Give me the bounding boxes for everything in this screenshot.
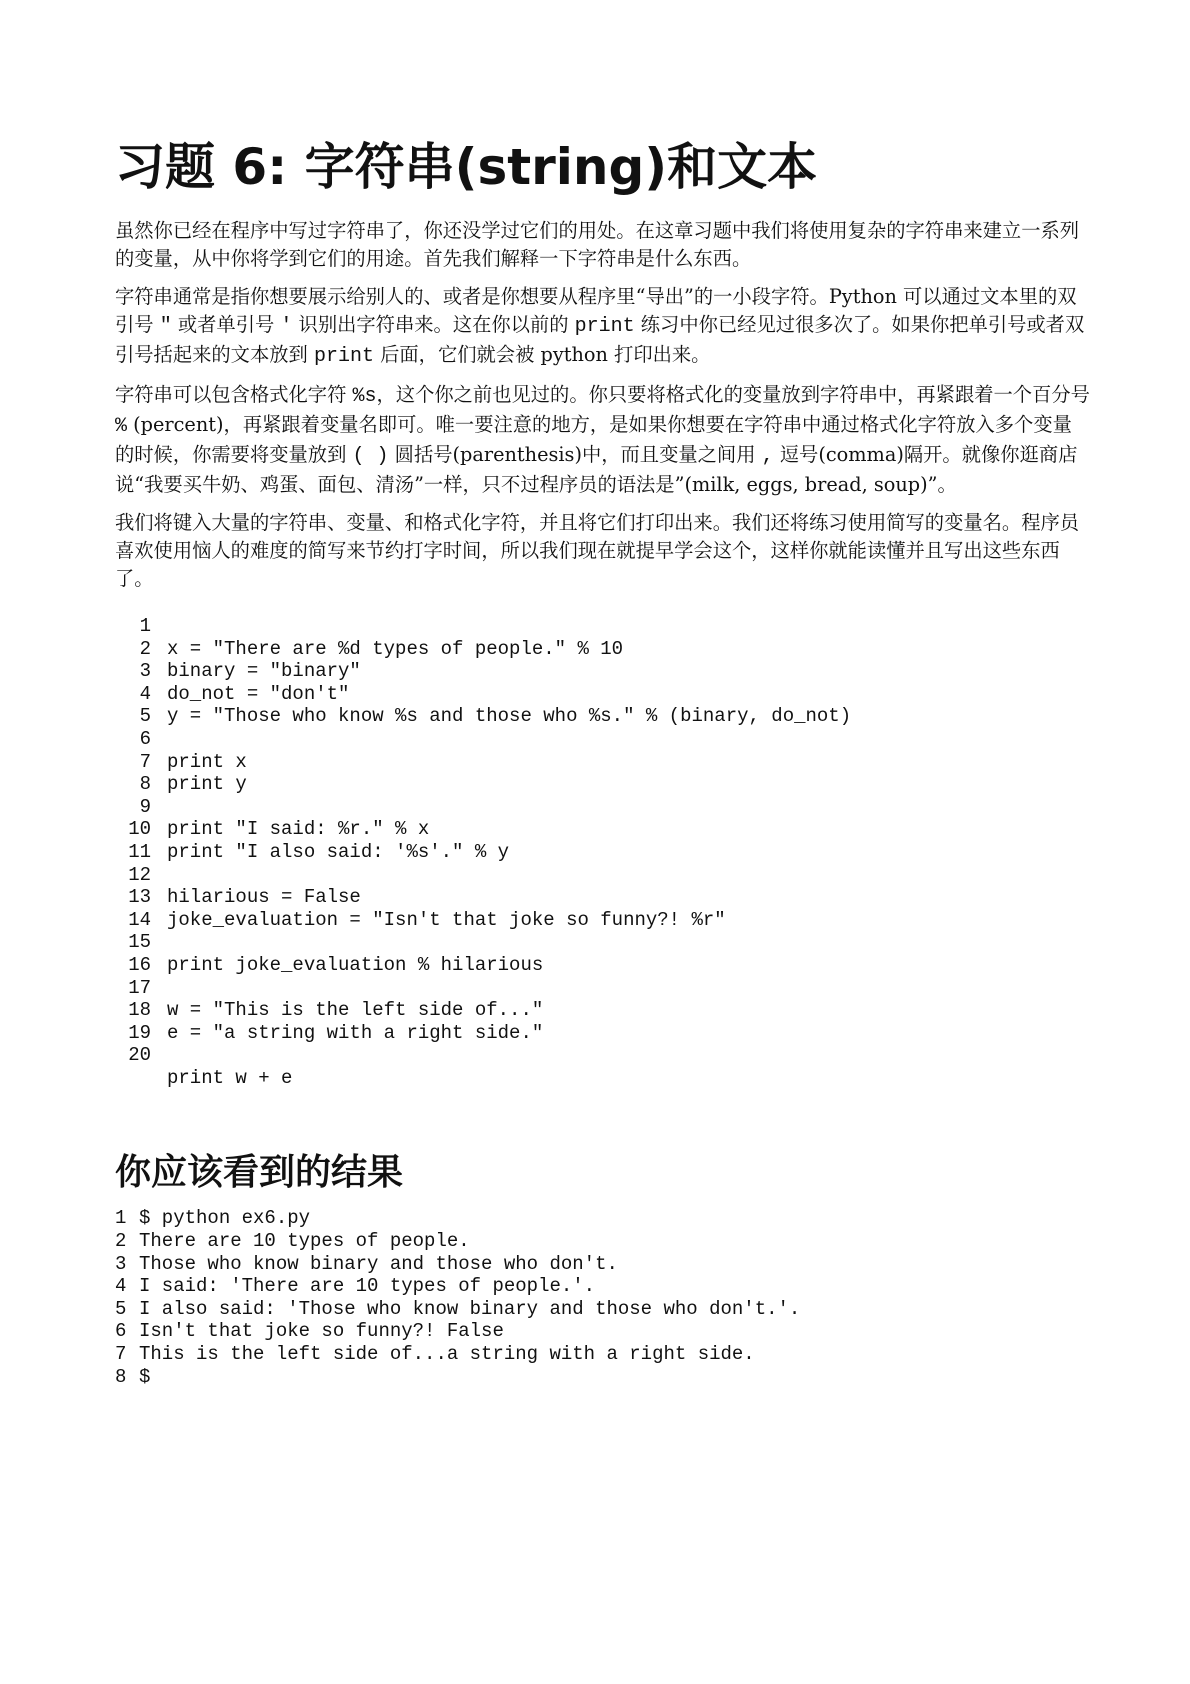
line-number: 2 — [139, 637, 151, 660]
line-number: 4 — [139, 682, 151, 705]
line-text: y = "Those who know %s and those who %s." % (binary, do_not) — [167, 705, 852, 728]
line-text: Those who know binary and those who don't. — [139, 1252, 618, 1275]
line-text: Isn't that joke so funny?! False — [139, 1320, 504, 1343]
line-text: $ — [139, 1365, 151, 1388]
code-line — [115, 1067, 1090, 1090]
code-line — [115, 931, 1090, 954]
string-definition-paragraph: 字符串通常是指你想要展示给别人的、或者是你想要从程序里“导出”的一小段字符。Python 可以通过文本里的双引号 " 或者单引号 ' 识别出字符串来。这在你以前的 print 练习中你已经见过很多次了。如果你把单引号或者双引号括起来的文本放到 print 后面，它们就会被 python 打印出来。 — [115, 285, 1085, 368]
code-line — [115, 660, 1090, 683]
code-line — [115, 886, 1090, 909]
parens-code: ( ) — [352, 445, 389, 468]
intro-paragraph: 虽然你已经在程序中写过字符串了，你还没学过它们的用处。在这章习题中我们将使用复杂的字符串来建立一系列的变量，从中你将学到它们的用途。首先我们解释一下字符串是什么东西。 — [115, 219, 1080, 270]
code-line — [115, 728, 1090, 751]
line-text: print w + e — [167, 1066, 293, 1089]
output-listing — [115, 1207, 1090, 1388]
line-number: 7 — [115, 1343, 127, 1366]
code-line — [115, 638, 1090, 661]
code-line — [115, 683, 1090, 706]
code-line — [115, 977, 1090, 1000]
line-text: print x — [167, 750, 247, 773]
code-line — [115, 1022, 1090, 1045]
line-text: e = "a string with a right side." — [167, 1021, 544, 1044]
code-line — [115, 818, 1090, 841]
code-line — [115, 1044, 1090, 1067]
code-line — [115, 796, 1090, 819]
line-text: do_not = "don't" — [167, 682, 350, 705]
code-line — [115, 999, 1090, 1022]
line-number: 10 — [128, 818, 151, 841]
line-text: w = "This is the left side of..." — [167, 999, 544, 1022]
line-number: 15 — [128, 931, 151, 954]
line-number: 4 — [115, 1275, 127, 1298]
line-text: joke_evaluation = "Isn't that joke so funny?! %r" — [167, 908, 726, 931]
line-text: I also said: 'Those who know binary and those who don't.'. — [139, 1297, 801, 1320]
output-line — [115, 1298, 1090, 1321]
line-number: 8 — [115, 1365, 127, 1388]
line-number: 20 — [128, 1044, 151, 1067]
line-text: I said: 'There are 10 types of people.'. — [139, 1275, 596, 1298]
line-number: 6 — [139, 727, 151, 750]
line-number: 2 — [115, 1230, 127, 1253]
code-line — [115, 841, 1090, 864]
print-code: print — [574, 315, 635, 338]
line-number: 5 — [115, 1297, 127, 1320]
line-number: 12 — [128, 863, 151, 886]
line-text: print joke_evaluation % hilarious — [167, 953, 544, 976]
percent-code: % — [115, 415, 128, 438]
line-number: 16 — [128, 953, 151, 976]
page-title: 习题 6: 字符串(string)和文本 — [115, 138, 818, 196]
code-line — [115, 954, 1090, 977]
code-line — [115, 773, 1090, 796]
line-number: 7 — [139, 750, 151, 773]
line-text: print y — [167, 773, 247, 796]
output-line — [115, 1275, 1090, 1298]
output-line — [115, 1320, 1090, 1343]
document-page — [115, 135, 1090, 1388]
line-number: 13 — [128, 886, 151, 909]
line-text: There are 10 types of people. — [139, 1230, 470, 1253]
line-number: 8 — [139, 773, 151, 796]
line-text: x = "There are %d types of people." % 10 — [167, 637, 624, 660]
format-char-code: %s — [352, 385, 377, 408]
line-number: 6 — [115, 1320, 127, 1343]
line-text: This is the left side of...a string with a right side. — [139, 1343, 755, 1366]
format-paragraph: 字符串可以包含格式化字符 %s，这个你之前也见过的。你只要将格式化的变量放到字符串中，再紧跟着一个百分号 % (percent)，再紧跟着变量名即可。唯一要注意的地方，是如果你想要在字符串中通过格式化字符放入多个变量的时候，你需要将变量放到 ( ) 圆括号(parenthesis)中，而且变量之间用 , 逗号(comma)隔开。就像你逛商店说“我要买牛奶、鸡蛋、面包、清汤”一样，只不过程序员的语法是”(milk, eggs, bread, soup)”。 — [115, 383, 1090, 496]
code-line — [115, 615, 1090, 638]
line-number: 1 — [139, 615, 151, 637]
line-number: 9 — [139, 795, 151, 818]
output-heading: 你应该看到的结果 — [115, 1152, 404, 1194]
output-line — [115, 1207, 1090, 1230]
line-number: 18 — [128, 999, 151, 1022]
single-quote-code: ' — [280, 315, 293, 338]
code-listing — [115, 615, 1090, 1089]
line-text: binary = "binary" — [167, 660, 361, 683]
line-number: 1 — [115, 1207, 127, 1230]
code-line — [115, 705, 1090, 728]
line-text: print "I also said: '%s'." % y — [167, 840, 510, 863]
line-text: $ python ex6.py — [139, 1207, 311, 1230]
code-line — [115, 751, 1090, 774]
print-code: print — [313, 345, 374, 368]
line-number: 3 — [139, 660, 151, 683]
line-number: 14 — [128, 908, 151, 931]
line-number: 3 — [115, 1252, 127, 1275]
practice-paragraph: 我们将键入大量的字符串、变量、和格式化字符，并且将它们打印出来。我们还将练习使用简写的变量名。程序员喜欢使用恼人的难度的简写来节约打字时间，所以我们现在就提早学会这个，这样你就能读懂并且写出这些东西了。 — [115, 511, 1080, 590]
line-text: print "I said: %r." % x — [167, 818, 430, 841]
line-number: 17 — [128, 976, 151, 999]
output-line — [115, 1253, 1090, 1276]
line-number: 19 — [128, 1021, 151, 1044]
double-quote-code: " — [159, 315, 172, 338]
output-line — [115, 1366, 1090, 1389]
output-line — [115, 1343, 1090, 1366]
code-line — [115, 909, 1090, 932]
output-line — [115, 1230, 1090, 1253]
code-line — [115, 864, 1090, 887]
line-number: 11 — [128, 840, 151, 863]
line-number: 5 — [139, 705, 151, 728]
line-text: hilarious = False — [167, 886, 361, 909]
comma-code: , — [761, 445, 774, 468]
